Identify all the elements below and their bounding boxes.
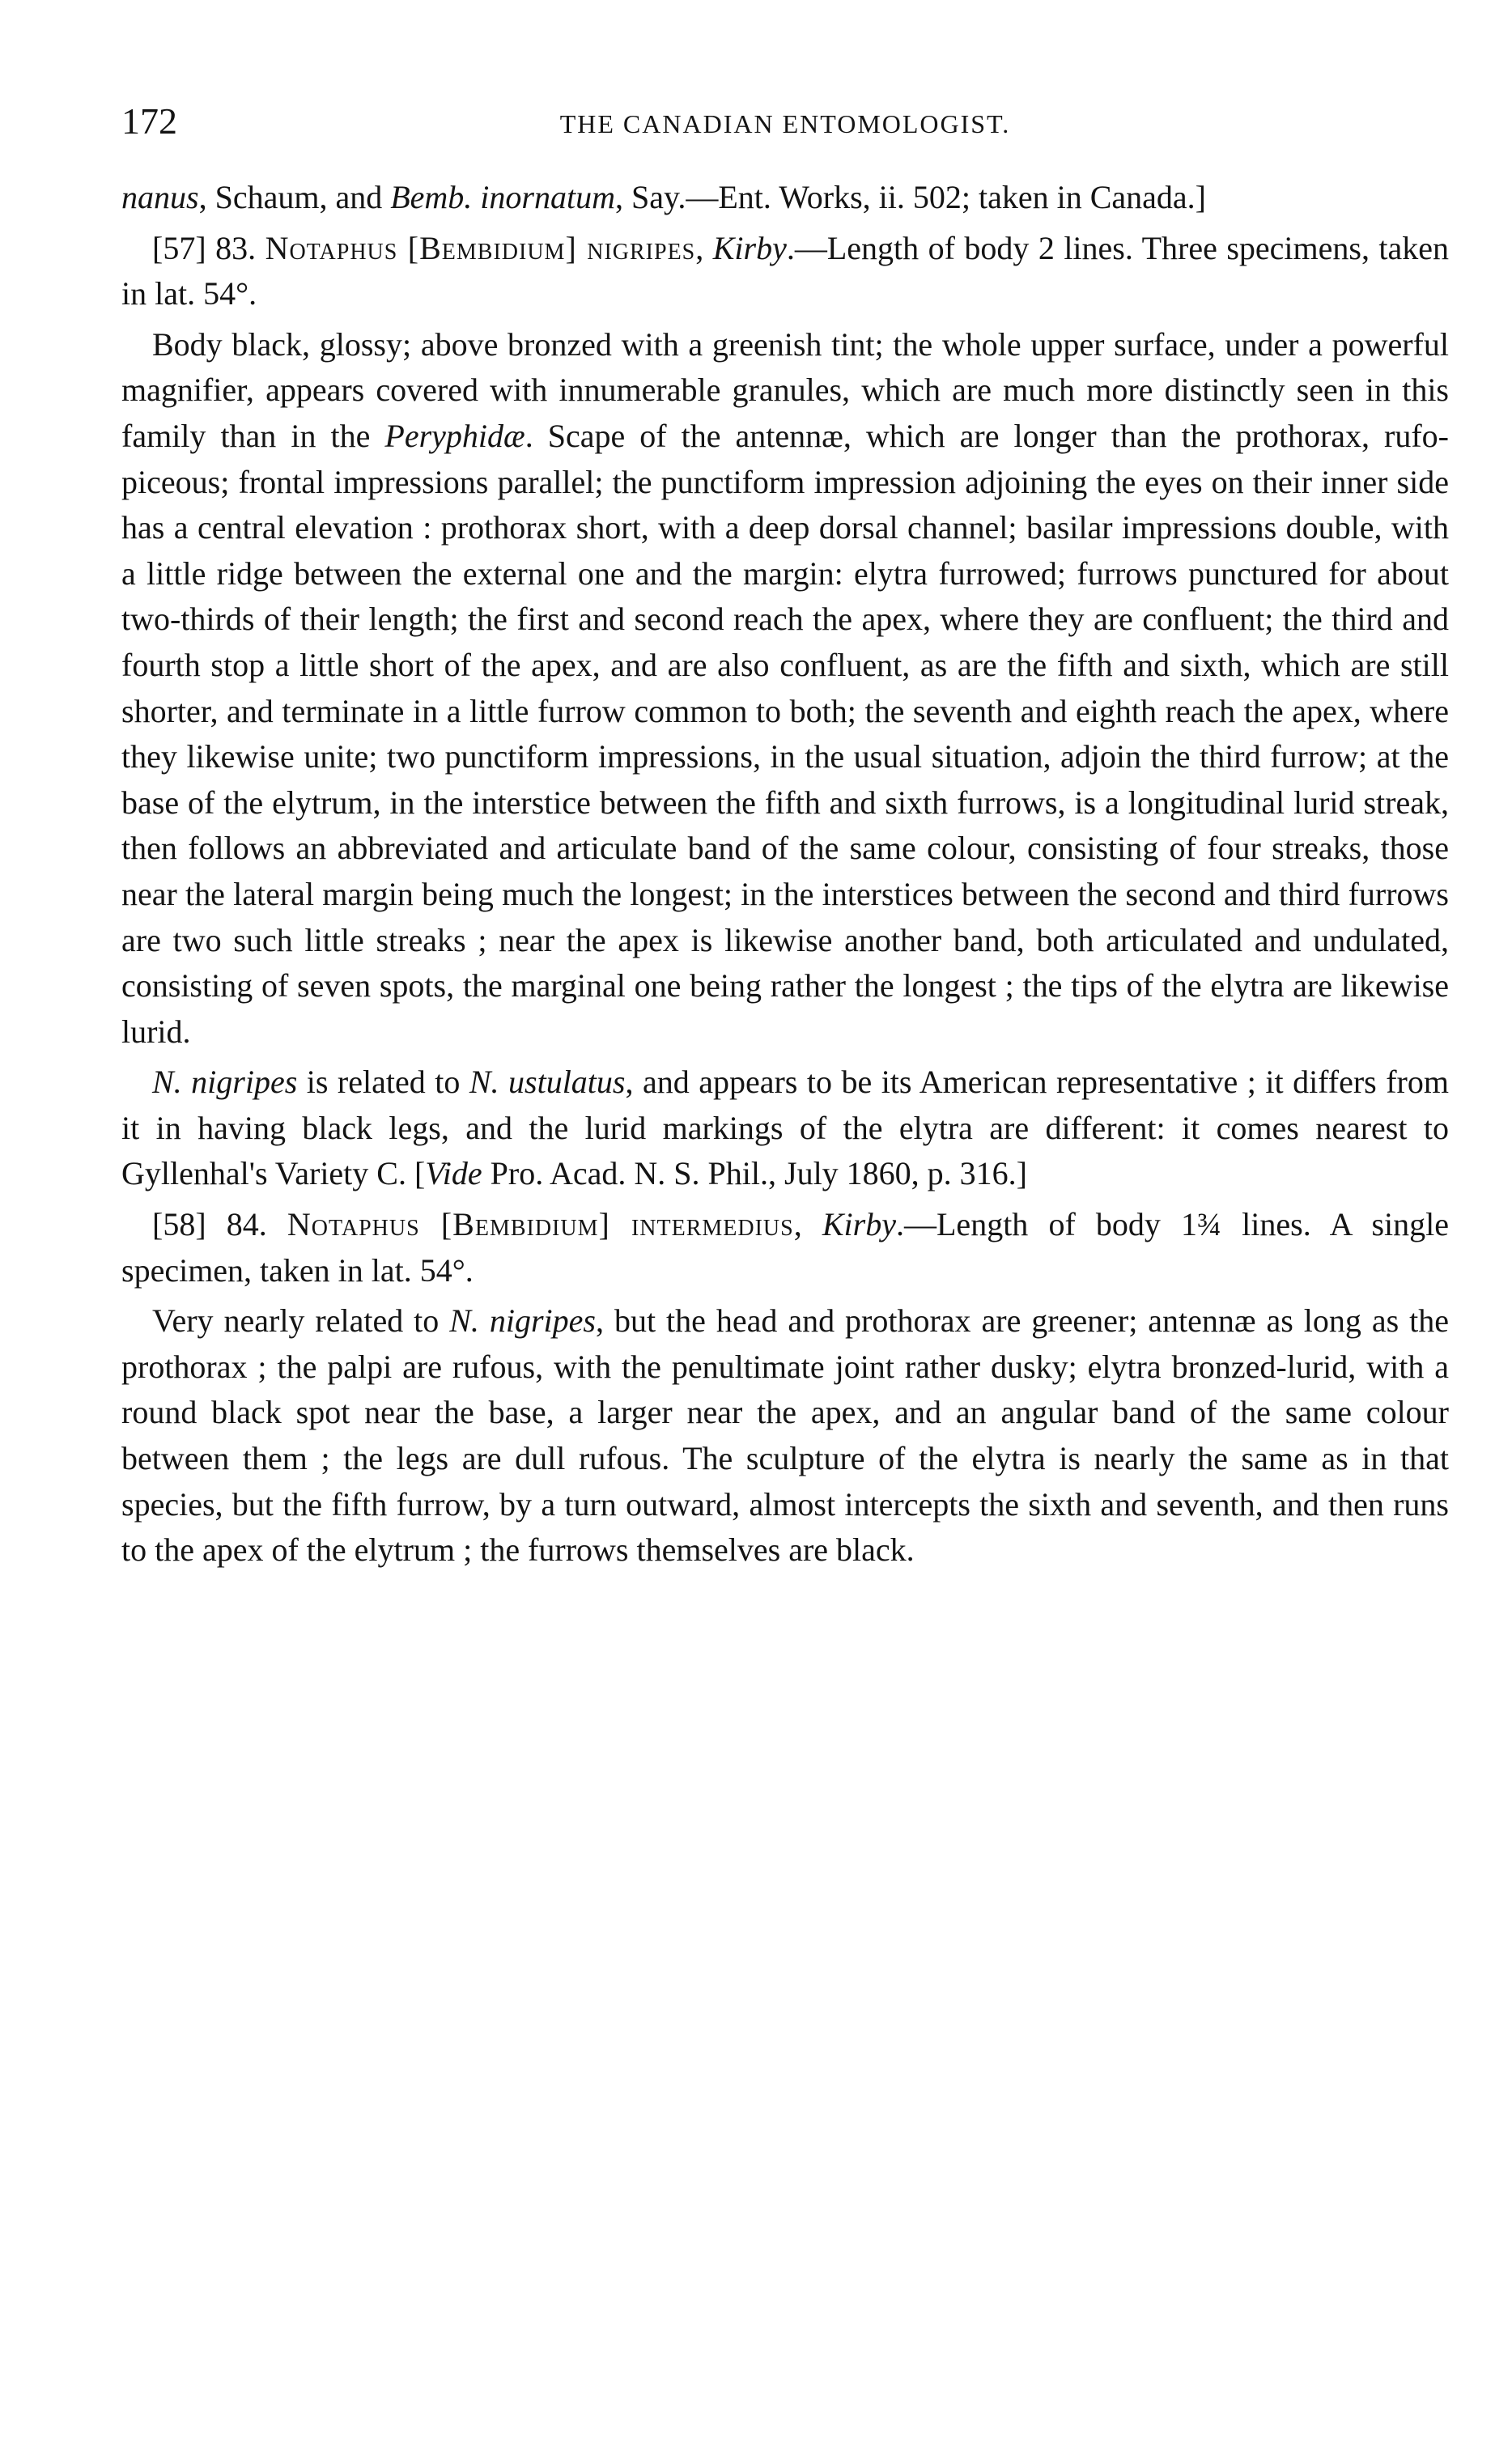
text-run: , Schaum, and xyxy=(198,179,391,215)
species-title: Notaphus [Bembidium] nigripes xyxy=(265,229,696,266)
text-run: , Say.—Ent. Works, ii. 502; taken in Canada.] xyxy=(614,179,1206,215)
page xyxy=(121,97,1449,1578)
paragraph-continuation xyxy=(121,175,1449,221)
entry-number: [58] 84. xyxy=(152,1206,287,1243)
running-head xyxy=(121,97,1449,175)
species-title: Notaphus [Bembidium] intermedius xyxy=(287,1206,794,1243)
species-name: N. nigripes xyxy=(152,1064,298,1101)
vide-word: Vide xyxy=(425,1155,482,1192)
text-run: .—Length of body 1¾ lines. A single specimen, taken in lat. 54°. xyxy=(121,1206,1450,1289)
description-paragraph xyxy=(121,1298,1449,1574)
body-text xyxy=(121,175,1449,1574)
family-name: Peryphidæ xyxy=(384,417,525,454)
text-run: .—Length of body 2 lines. Three specimens, taken in lat. 54°. xyxy=(121,229,1450,312)
text-run: , xyxy=(793,1206,822,1243)
page-number: 172 xyxy=(121,100,177,142)
author-name: Kirby xyxy=(822,1206,896,1243)
text-run: Very nearly related to xyxy=(152,1302,450,1340)
text-run: . Scape of the antennæ, which are longer than the prothorax, rufo-piceous; frontal impressions parallel; the punctiform impression adjoining the eyes on their inner side has a central elevation : prothorax short, with a deep dorsal channel; basilar impressions double, with a little ridge between the external one and the margin: elytra furrowed; furrows punctured for about two-thirds of their length; the first and second reach the apex, where they are confluent; the third and fourth stop a little short of the apex, and are also confluent, as are the fifth and sixth, which are still shorter, and terminate in a little furrow common to both; the seventh and eighth reach the apex, where they likewise unite; two punctiform impressions, in the usual situation, adjoin the third furrow; at the base of the elytrum, in the interstice between the fifth and sixth furrows, is a longitudinal lurid streak, then follows an abbreviated and articulate band of the same colour, consisting of four streaks, those near the lateral margin being much the longest; in the interstices between the second and third furrows are two such little streaks ; near the apex is likewise another band, both articulated and undulated, consisting of seven spots, the marginal one being rather the longest ; the tips of the elytra are likewise lurid. xyxy=(121,417,1450,1050)
text-run: , but the head and prothorax are greener; antennæ as long as the prothorax ; the palpi are rufous, with the penultimate joint rather dusky; elytra bronzed-lurid, with a round black spot near the base, a larger near the apex, and an angular band of the same colour between them ; the legs are dull rufous. The sculpture of the elytra is nearly the same as in that species, but the fifth furrow, by a turn outward, almost intercepts the sixth and seventh, and then runs to the apex of the elytrum ; the furrows themselves are black. xyxy=(121,1302,1450,1569)
text-run: , xyxy=(695,229,713,266)
text-run: , and appears to be its American representative ; it differs from it in having black legs, and the lurid markings of the elytra are different: it comes nearest to Gyllenhal's Variety C. [ xyxy=(121,1064,1449,1192)
species-name: N. ustulatus xyxy=(469,1064,626,1101)
author-name: Kirby xyxy=(712,229,787,266)
species-name: nanus xyxy=(121,179,199,215)
species-name: Bemb. inornatum xyxy=(390,179,615,215)
description-paragraph xyxy=(121,322,1449,1055)
remarks-paragraph xyxy=(121,1060,1449,1197)
species-heading-83 xyxy=(121,226,1449,317)
text-run: is related to xyxy=(297,1064,469,1101)
entry-number: [57] 83. xyxy=(152,229,265,266)
species-heading-84 xyxy=(121,1202,1449,1293)
journal-title: THE CANADIAN ENTOMOLOGIST. xyxy=(559,109,1011,138)
text-run: Pro. Acad. N. S. Phil., July 1860, p. 316.] xyxy=(482,1155,1027,1192)
text-run: Body black, glossy; above bronzed with a greenish tint; the whole upper surface, under a powerful magnifier, appears covered with innumerable granules, which are much more distinctly seen in this family than in the xyxy=(121,325,1449,454)
species-name: N. nigripes xyxy=(449,1302,596,1340)
